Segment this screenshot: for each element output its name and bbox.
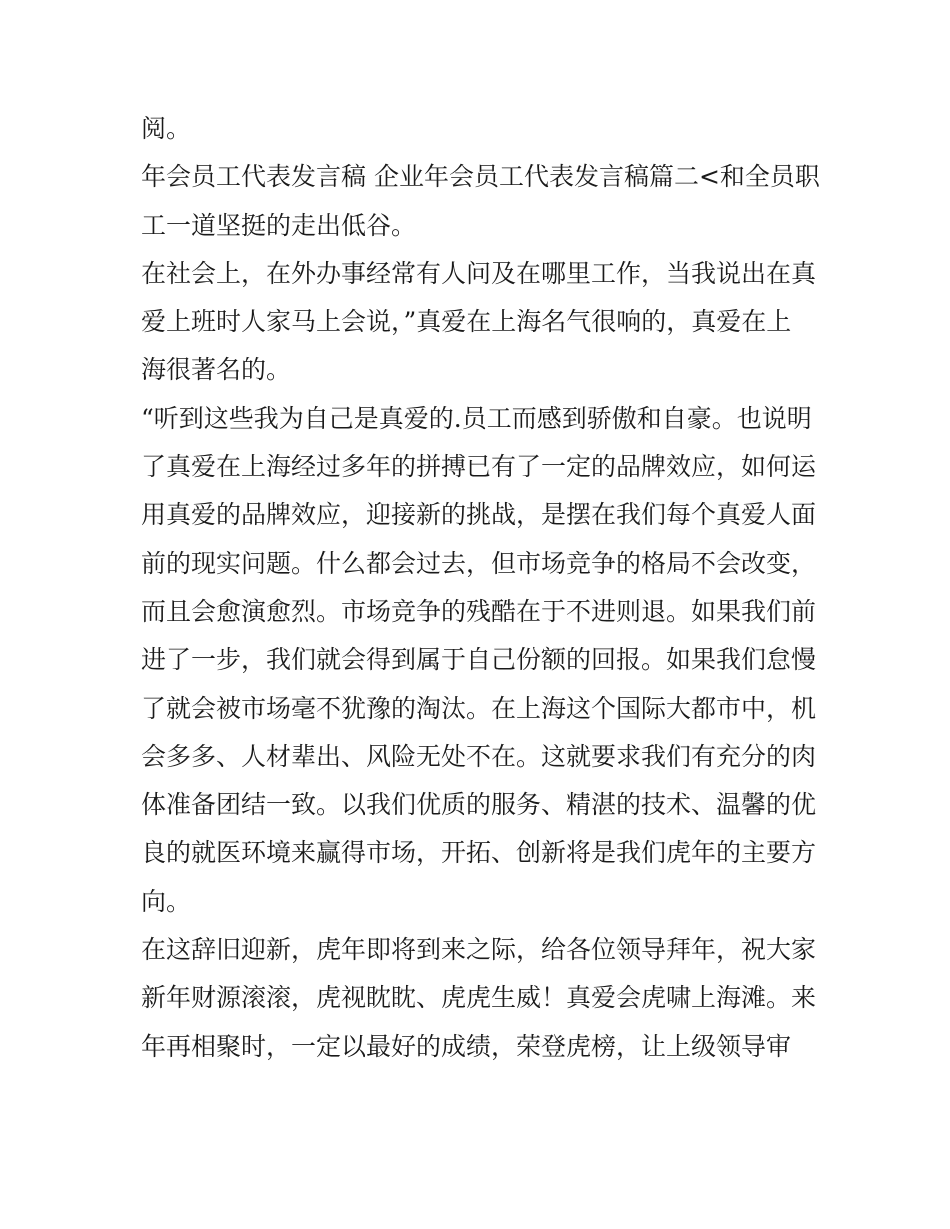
text-line: 而且会愈演愈烈。市场竞争的残酷在于不进则退。如果我们前 bbox=[141, 596, 817, 626]
text-line: 了真爱在上海经过多年的拼搏已有了一定的品牌效应，如何运 bbox=[141, 452, 817, 482]
document-page bbox=[141, 105, 821, 1071]
text-line: 新年财源滚滚，虎视眈眈、虎虎生威！真爱会虎啸上海滩。来 bbox=[141, 983, 817, 1013]
text-line: 前的现实问题。什么都会过去，但市场竞争的格局不会改变， bbox=[141, 548, 817, 578]
text-line: “听到这些我为自己是真爱的.员工而感到骄傲和自豪。也说明 bbox=[141, 403, 812, 433]
text-line: 年会员工代表发言稿 企业年会员工代表发言稿篇二<和全员职 bbox=[141, 162, 820, 192]
text-line: 在这辞旧迎新，虎年即将到来之际，给各位领导拜年，祝大家 bbox=[141, 935, 817, 965]
text-line: 海很著名的。 bbox=[141, 355, 292, 385]
text-line: 良的就医环境来赢得市场，开拓、创新将是我们虎年的主要方 bbox=[141, 838, 817, 868]
text-line: 用真爱的品牌效应，迎接新的挑战，是摆在我们每个真爱人面 bbox=[141, 500, 817, 530]
text-line: 阅。 bbox=[141, 114, 192, 143]
text-line: 进了一步，我们就会得到属于自己份额的回报。如果我们怠慢 bbox=[141, 645, 817, 675]
text-line: 了就会被市场毫不犹豫的淘汰。在上海这个国际大都市中，机 bbox=[141, 693, 817, 723]
text-line: 年再相聚时，一定以最好的成绩，荣登虎榜，让上级领导审 bbox=[141, 1031, 792, 1061]
text-line: 爱上班时人家马上会说，”真爱在上海名气很响的，真爱在上 bbox=[141, 307, 792, 337]
text-line: 向。 bbox=[141, 886, 192, 916]
text-line: 体准备团结一致。以我们优质的服务、精湛的技术、温馨的优 bbox=[141, 790, 817, 820]
text-line: 会多多、人材辈出、风险无处不在。这就要求我们有充分的肉 bbox=[141, 741, 817, 771]
text-line: 工一道坚挺的走出低谷。 bbox=[141, 210, 417, 240]
text-line: 在社会上，在外办事经常有人问及在哪里工作，当我说出在真 bbox=[141, 258, 817, 288]
